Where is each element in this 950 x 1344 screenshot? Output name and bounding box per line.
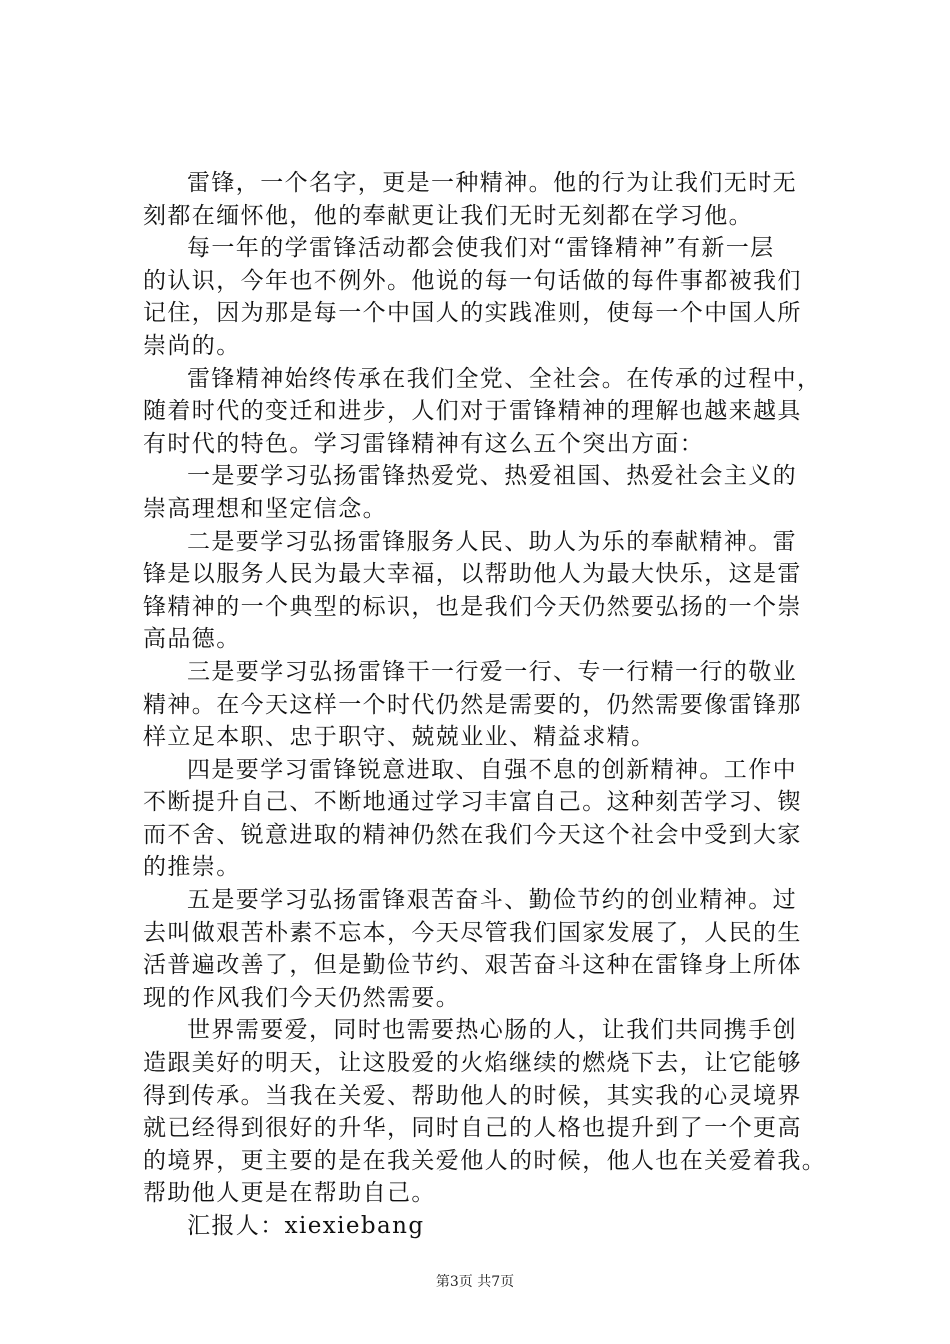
text-line: 的推崇。 xyxy=(143,854,241,881)
text-line: 雷锋，一个名字，更是一种精神。他的行为让我们无时无 xyxy=(187,170,797,196)
text-line: 五是要学习弘扬雷锋艰苦奋斗、勤俭节约的创业精神。过 xyxy=(187,887,797,914)
page-footer: 第3页 共7页 xyxy=(435,1274,515,1290)
text-line: 的境界，更主要的是在我关爱他人的时候，他人也在关爱着我。 xyxy=(143,1147,827,1174)
text-line: 造跟美好的明天，让这股爱的火焰继续的燃烧下去，让它能够 xyxy=(143,1050,802,1077)
text-line: 锋是以服务人民为最大幸福，以帮助他人为最大快乐，这是雷 xyxy=(143,561,802,588)
text-line: 得到传承。当我在关爱、帮助他人的时候，其实我的心灵境界 xyxy=(143,1082,802,1109)
text-line: 精神。在今天这样一个时代仍然是需要的，仍然需要像雷锋那 xyxy=(143,691,802,718)
document-body xyxy=(143,167,843,1243)
text-line: 活普遍改善了，但是勤俭节约、艰苦奋斗这种在雷锋身上所体 xyxy=(143,952,802,979)
text-line: 二是要学习弘扬雷锋服务人民、助人为乐的奉献精神。雷 xyxy=(187,528,797,555)
text-line: 刻都在缅怀他，他的奉献更让我们无时无刻都在学习他。 xyxy=(143,202,753,229)
text-line: 不断提升自己、不断地通过学习丰富自己。这种刻苦学习、锲 xyxy=(143,789,802,816)
text-line: 的认识，今年也不例外。他说的每一句话做的每件事都被我们 xyxy=(143,267,802,294)
text-line: 有时代的特色。学习雷锋精神有这么五个突出方面： xyxy=(143,430,705,457)
text-line: 世界需要爱，同时也需要热心肠的人，让我们共同携手创 xyxy=(187,1017,797,1044)
text-line: 汇报人：xiexiebang xyxy=(187,1213,425,1239)
text-line: 每一年的学雷锋活动都会使我们对“雷锋精神”有新一层 xyxy=(187,235,775,262)
text-line: 就已经得到很好的升华，同时自己的人格也提升到了一个更高 xyxy=(143,1115,802,1142)
text-line: 记住，因为那是每一个中国人的实践准则，使每一个中国人所 xyxy=(143,300,802,327)
text-line: 锋精神的一个典型的标识，也是我们今天仍然要弘扬的一个崇 xyxy=(143,593,802,620)
text-line: 崇高理想和坚定信念。 xyxy=(143,495,387,522)
text-line: 一是要学习弘扬雷锋热爱党、热爱祖国、热爱社会主义的 xyxy=(187,463,797,490)
text-line: 四是要学习雷锋锐意进取、自强不息的创新精神。工作中 xyxy=(187,756,797,783)
text-line: 高品德。 xyxy=(143,626,241,653)
text-line: 三是要学习弘扬雷锋干一行爱一行、专一行精一行的敬业 xyxy=(187,658,797,685)
text-line: 样立足本职、忠于职守、兢兢业业、精益求精。 xyxy=(143,724,656,751)
text-line: 去叫做艰苦朴素不忘本，今天尽管我们国家发展了，人民的生 xyxy=(143,919,802,946)
text-line: 雷锋精神始终传承在我们全党、全社会。在传承的过程中， xyxy=(187,365,822,392)
text-line: 帮助他人更是在帮助自己。 xyxy=(143,1180,436,1207)
text-line: 随着时代的变迁和进步，人们对于雷锋精神的理解也越来越具 xyxy=(143,398,802,425)
text-line: 崇尚的。 xyxy=(143,332,241,359)
text-line: 现的作风我们今天仍然需要。 xyxy=(143,984,461,1011)
text-line: 而不舍、锐意进取的精神仍然在我们今天这个社会中受到大家 xyxy=(143,821,802,848)
